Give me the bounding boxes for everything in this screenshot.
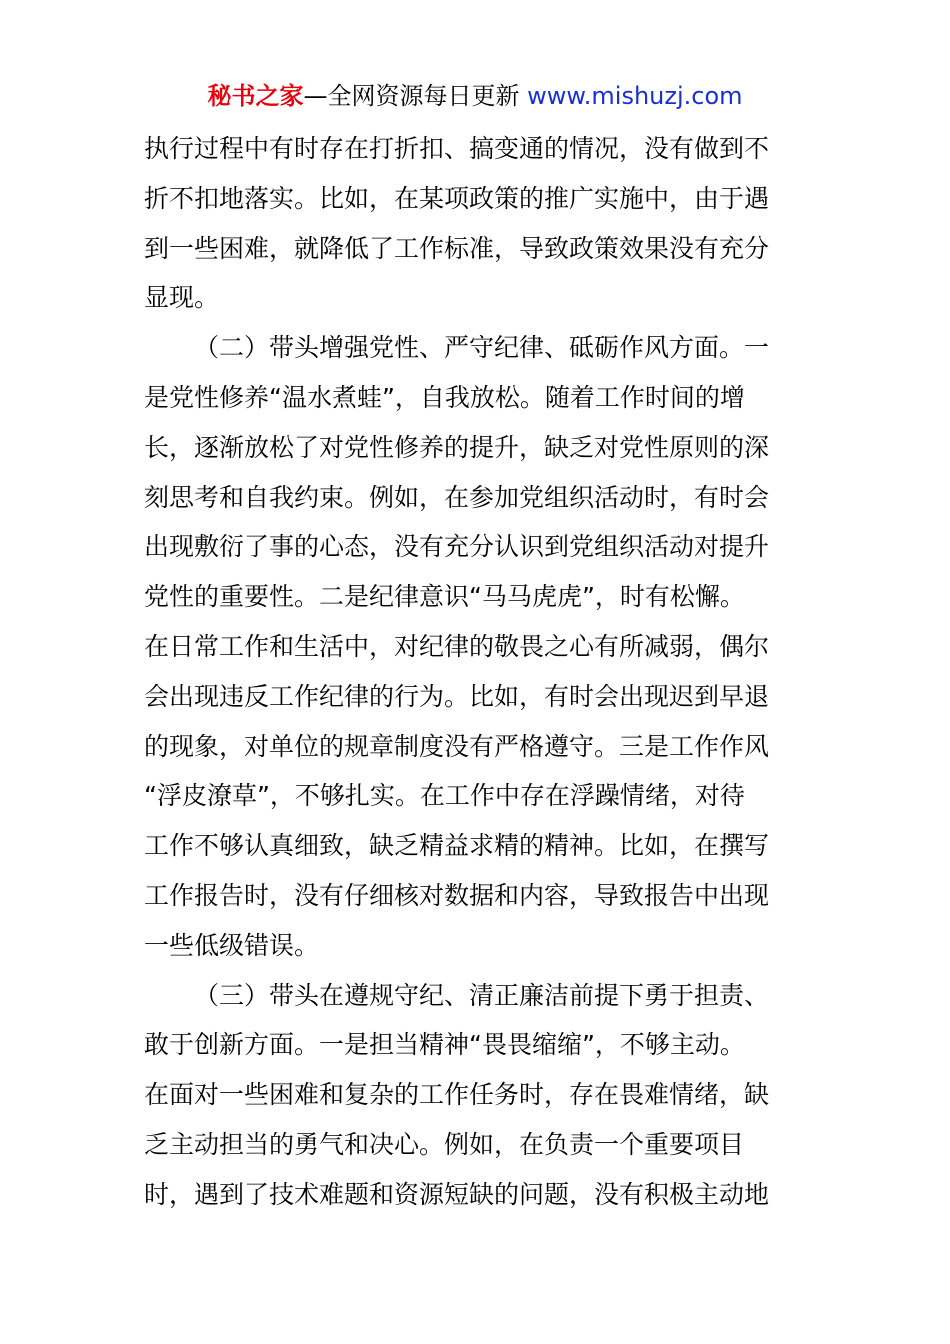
text-line: 工作报告时，没有仔细核对数据和内容，导致报告中出现 (144, 880, 770, 910)
site-tagline: —全网资源每日更新 (303, 82, 520, 110)
text-line: 出现敷衍了事的心态，没有充分认识到党组织活动对提升 (144, 532, 770, 562)
document-body (144, 124, 808, 1220)
text-line: 在面对一些困难和复杂的工作任务时，存在畏难情绪，缺 (144, 1080, 770, 1110)
text-line: 一些低级错误。 (144, 930, 320, 960)
text-line: 执行过程中有时存在打折扣、搞变通的情况，没有做到不 (144, 134, 770, 163)
text-line: 到一些困难，就降低了工作标准，导致政策效果没有充分 (144, 233, 770, 263)
text-line: 折不扣地落实。比如，在某项政策的推广实施中，由于遇 (144, 183, 770, 213)
section-heading-line: （二）带头增强党性、严守纪律、砥砺作风方面。一 (194, 333, 770, 363)
text-line: 的现象，对单位的规章制度没有严格遵守。三是工作作风 (144, 731, 770, 761)
section-heading-line: （三）带头在遵规守纪、清正廉洁前提下勇于担责、 (194, 980, 770, 1010)
text-line: 刻思考和自我约束。例如，在参加党组织活动时，有时会 (144, 482, 770, 512)
text-line: 显现。 (144, 283, 220, 313)
text-line: 工作不够认真细致，缺乏精益求精的精神。比如，在撰写 (144, 831, 770, 861)
text-line: 敢于创新方面。一是担当精神“畏畏缩缩”，不够主动。 (144, 1030, 745, 1060)
site-header (0, 78, 950, 114)
text-line: 是党性修养“温水煮蛙”，自我放松。随着工作时间的增 (144, 382, 745, 412)
text-line: 乏主动担当的勇气和决心。例如，在负责一个重要项目 (144, 1129, 745, 1159)
text-line: 在日常工作和生活中，对纪律的敬畏之心有所减弱，偶尔 (144, 631, 770, 661)
text-line: “浮皮潦草”，不够扎实。在工作中存在浮躁情绪，对待 (144, 781, 745, 811)
text-line: 会出现违反工作纪律的行为。比如，有时会出现迟到早退 (144, 681, 770, 711)
site-brand: 秘书之家 (207, 82, 304, 110)
text-line: 时，遇到了技术难题和资源短缺的问题，没有积极主动地 (144, 1179, 770, 1209)
text-line: 党性的重要性。二是纪律意识“马马虎虎”，时有松懈。 (144, 582, 745, 612)
site-url-link[interactable]: www.mishuzj.com (527, 82, 743, 110)
text-line: 长，逐渐放松了对党性修养的提升，缺乏对党性原则的深 (144, 432, 770, 462)
